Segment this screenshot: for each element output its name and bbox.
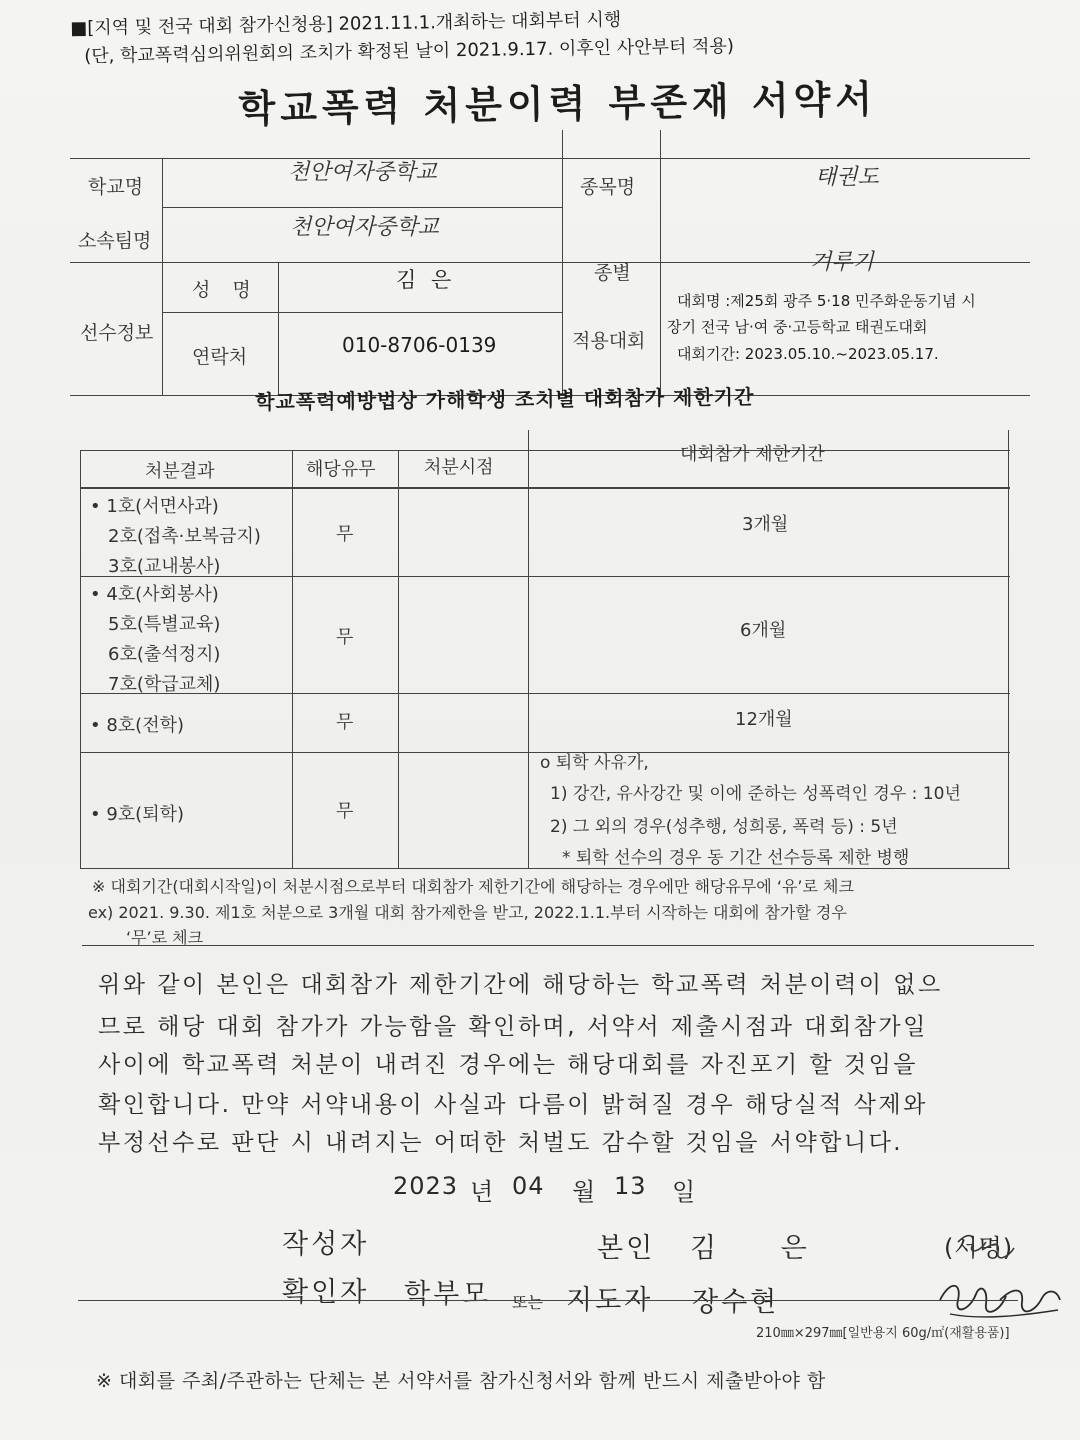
date-year: 2023 bbox=[393, 1172, 459, 1200]
paper-spec: 210㎜×297㎜[일반용지 60g/㎡(재활용품)] bbox=[756, 1326, 1010, 1341]
row2-measure-1: • 4호(사회봉사) bbox=[90, 584, 219, 605]
writer-signature bbox=[950, 1222, 1020, 1272]
competition-name-1: 대회명 :제25회 광주 5·18 민주화운동기념 시 bbox=[677, 292, 976, 310]
school-label: 학교명 bbox=[88, 176, 144, 198]
competition-name-2: 장기 전국 남·여 중·고등학교 태권도대회 bbox=[667, 318, 928, 336]
row4-period-line-1: o 퇴학 사유가, bbox=[540, 753, 649, 773]
pledge-line-1: 위와 같이 본인은 대회참가 제한기간에 해당하는 학교폭력 처분이력이 없으 bbox=[98, 972, 943, 998]
row2-measure-3: 6호(출석정지) bbox=[108, 644, 221, 665]
row4-applicable: 무 bbox=[336, 801, 354, 822]
school-value: 천안여자중학교 bbox=[288, 160, 437, 185]
document-title: 학교폭력 처분이력 부존재 서약서 bbox=[238, 76, 878, 131]
name-label: 성 명 bbox=[192, 279, 259, 301]
row2-period: 6개월 bbox=[740, 620, 787, 641]
writer-label: 작성자 bbox=[282, 1229, 370, 1260]
confirmer-label: 확인자 bbox=[282, 1277, 370, 1308]
row3-measure-1: • 8호(전학) bbox=[90, 715, 184, 736]
contact-value: 010-8706-0139 bbox=[342, 333, 497, 357]
competition-period: 대회기간: 2023.05.10.~2023.05.17. bbox=[677, 345, 939, 363]
restriction-note-1: ※ 대회기간(대회시작일)이 처분시점으로부터 대회참가 제한기간에 해당하는 경우에만 해당유무에 ‘유’로 체크 bbox=[92, 877, 854, 896]
row1-applicable: 무 bbox=[336, 524, 354, 545]
row4-period-line-4: * 퇴학 선수의 경우 동 기간 선수등록 제한 병행 bbox=[562, 848, 910, 868]
row4-measure-1: • 9호(퇴학) bbox=[90, 804, 184, 825]
row3-applicable: 무 bbox=[336, 712, 354, 733]
player-info-label: 선수정보 bbox=[80, 322, 154, 344]
or-label: 또는 bbox=[512, 1293, 543, 1312]
pledge-line-4: 확인합니다. 만약 서약내용이 사실과 다름이 밝혀질 경우 해당실적 삭제와 bbox=[98, 1092, 928, 1118]
name-value: 김 은 bbox=[396, 268, 456, 292]
contact-label: 연락처 bbox=[192, 346, 248, 368]
coach-label: 지도자 bbox=[566, 1285, 654, 1316]
footer-notice: ※ 대회를 주최/주관하는 단체는 본 서약서를 참가신청서와 함께 반드시 제출받아야 함 bbox=[96, 1370, 826, 1392]
restriction-note-2a: ex) 2021. 9.30. 제1호 처분으로 3개월 대회 참가제한을 받고, 2022.1.1.부터 시작하는 대회에 참가할 경우 bbox=[88, 903, 847, 922]
row1-measure-2: 2호(접촉·보복금지) bbox=[108, 526, 261, 547]
header-restriction-period: 대회참가 제한기간 bbox=[680, 444, 825, 465]
header-timing: 처분시점 bbox=[424, 457, 494, 478]
team-value: 천안여자중학교 bbox=[290, 215, 439, 240]
date-day: 13 bbox=[614, 1172, 647, 1200]
pledge-line-5: 부정선수로 판단 시 내려지는 어떠한 처벌도 감수할 것임을 서약합니다. bbox=[98, 1130, 904, 1156]
notes-divider bbox=[82, 945, 1034, 946]
row1-period: 3개월 bbox=[742, 514, 789, 535]
row1-measure-1: • 1호(서면사과) bbox=[90, 496, 219, 517]
header-note-1: ■[지역 및 전국 대회 참가신청용] 2021.11.1.개최하는 대회부터 시행 bbox=[70, 9, 622, 39]
signature-divider bbox=[78, 1300, 1018, 1301]
category-label: 종별 bbox=[594, 262, 631, 284]
event-label: 종목명 bbox=[580, 176, 636, 198]
row4-period-line-2: 1) 강간, 유사강간 및 이에 준하는 성폭력인 경우 : 10년 bbox=[550, 784, 961, 804]
competition-label: 적용대회 bbox=[572, 330, 646, 352]
writer-name: 김 은 bbox=[690, 1233, 835, 1264]
date-month-unit: 월 bbox=[572, 1178, 599, 1206]
pledge-line-2: 므로 해당 대회 참가가 가능함을 확인하며, 서약서 제출시점과 대회참가일 bbox=[98, 1014, 928, 1040]
header-disposition: 처분결과 bbox=[145, 461, 215, 482]
parent-label: 학부모 bbox=[404, 1279, 492, 1310]
event-value: 태권도 bbox=[815, 165, 879, 190]
row1-measure-3: 3호(교내봉사) bbox=[108, 556, 221, 577]
row3-period: 12개월 bbox=[735, 709, 793, 730]
row2-measure-2: 5호(특별교육) bbox=[108, 614, 221, 635]
restriction-note-2b: ‘무’로 체크 bbox=[126, 928, 204, 947]
coach-name: 장수현 bbox=[692, 1287, 780, 1318]
restriction-section-title: 학교폭력예방법상 가해학생 조치별 대회참가 제한기간 bbox=[255, 384, 755, 414]
header-note-2: (단, 학교폭력심의위원회의 조치가 확정된 날이 2021.9.17. 이후인 사안부터 적용) bbox=[84, 35, 735, 67]
header-applicable: 해당유무 bbox=[306, 459, 376, 480]
row2-applicable: 무 bbox=[336, 627, 354, 648]
date-day-unit: 일 bbox=[672, 1178, 699, 1206]
pledge-line-3: 사이에 학교폭력 처분이 내려진 경우에는 해당대회를 자진포기 할 것임을 bbox=[98, 1052, 919, 1078]
date-year-unit: 년 bbox=[470, 1178, 497, 1206]
team-label: 소속팀명 bbox=[78, 230, 152, 252]
row4-period-line-3: 2) 그 외의 경우(성추행, 성희롱, 폭력 등) : 5년 bbox=[550, 817, 898, 837]
sign-mark: (서명) bbox=[944, 1234, 1014, 1262]
writer-role: 본인 bbox=[597, 1233, 656, 1264]
date-month: 04 bbox=[512, 1172, 545, 1200]
category-value: 겨루기 bbox=[810, 250, 874, 275]
row2-measure-4: 7호(학급교체) bbox=[108, 674, 221, 695]
